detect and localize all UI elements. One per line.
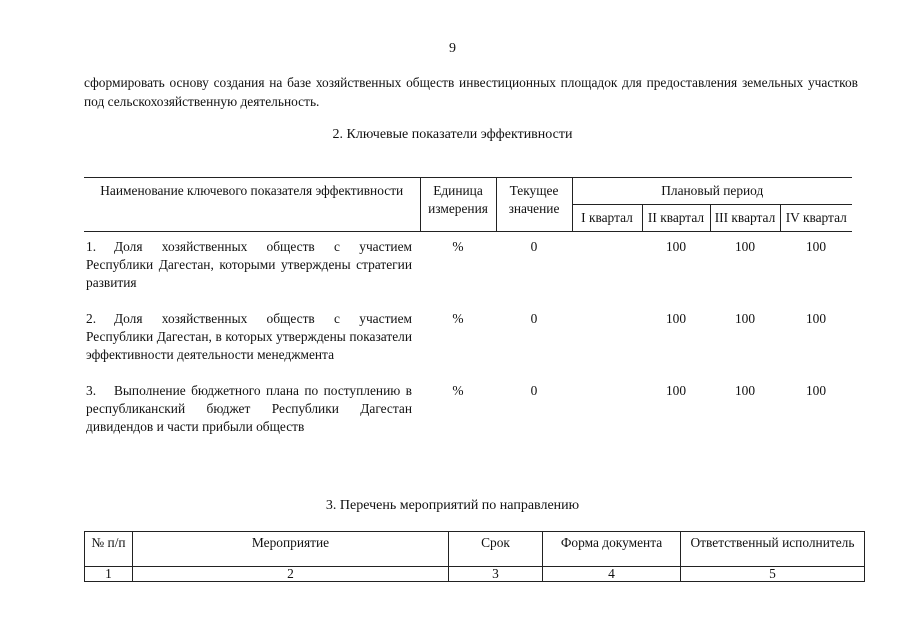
kpi-row-name: 1. Доля хозяйственных обществ с участием Республики Дагестан, которыми утверждены стратегии развития xyxy=(86,239,412,290)
kpi-row-unit: % xyxy=(452,383,464,398)
kpi-row-name: 2. Доля хозяйственных обществ с участием Республики Дагестан, в которых утверждены показатели эффективности деятельности менеджмента xyxy=(86,311,412,362)
kpi-row-q4: 100 xyxy=(805,383,827,398)
kpi-row-q2: 100 xyxy=(665,239,687,254)
kpi-header-name: Наименование ключевого показателя эффективности xyxy=(84,178,420,232)
page-number: 9 xyxy=(449,41,456,56)
kpi-row-q1 xyxy=(572,232,642,311)
kpi-row-number: 3. xyxy=(86,383,97,398)
kpi-row-current: 0 xyxy=(530,239,538,254)
kpi-row xyxy=(84,232,852,311)
events-header-event: Мероприятие xyxy=(133,532,449,567)
kpi-row-q1 xyxy=(572,382,642,454)
kpi-row-unit: % xyxy=(452,311,464,326)
kpi-row-q1 xyxy=(572,310,642,382)
kpi-table xyxy=(84,177,852,454)
kpi-header-unit: Единица измерения xyxy=(420,178,496,232)
kpi-row-q3: 100 xyxy=(734,311,756,326)
kpi-row-current: 0 xyxy=(530,383,538,398)
kpi-row-q2: 100 xyxy=(665,311,687,326)
events-col-number: 5 xyxy=(681,567,865,582)
section-2-title: 2. Ключевые показатели эффективности xyxy=(332,127,573,142)
events-col-number: 4 xyxy=(543,567,681,582)
events-header-num: № п/п xyxy=(85,532,133,567)
section-3-title: 3. Перечень мероприятий по направлению xyxy=(325,498,580,513)
kpi-row-q2: 100 xyxy=(665,383,687,398)
events-header-responsible: Ответственный исполнитель xyxy=(681,532,865,567)
kpi-row-number: 1. xyxy=(86,239,97,254)
events-numbering-row xyxy=(85,567,865,582)
kpi-row xyxy=(84,310,852,382)
kpi-row-number: 2. xyxy=(86,311,97,326)
kpi-row-q3: 100 xyxy=(734,239,756,254)
kpi-header-planned: Плановый период xyxy=(572,178,852,205)
kpi-row-q4: 100 xyxy=(805,311,827,326)
kpi-header-q3: III квартал xyxy=(710,205,780,232)
kpi-header-q1: I квартал xyxy=(572,205,642,232)
kpi-header-q4: IV квартал xyxy=(780,205,852,232)
events-header-term: Срок xyxy=(449,532,543,567)
kpi-row-q4: 100 xyxy=(805,239,827,254)
events-col-number: 2 xyxy=(133,567,449,582)
kpi-row-current: 0 xyxy=(530,311,538,326)
kpi-header-current: Текущее значение xyxy=(496,178,572,232)
events-table xyxy=(84,531,865,582)
events-col-number: 1 xyxy=(85,567,133,582)
events-header-doc-form: Форма документа xyxy=(543,532,681,567)
events-col-number: 3 xyxy=(449,567,543,582)
kpi-header-q2: II квартал xyxy=(642,205,710,232)
kpi-row xyxy=(84,382,852,454)
kpi-row-q3: 100 xyxy=(734,383,756,398)
kpi-row-unit: % xyxy=(452,239,464,254)
kpi-row-name: 3. Выполнение бюджетного плана по поступлению в республиканский бюджет Республики Дагестан дивидендов и части прибыли обществ xyxy=(86,383,412,434)
intro-paragraph: сформировать основу создания на базе хозяйственных обществ инвестиционных площадок для предоставления земельных участков под сельскохозяйственную деятельность. xyxy=(84,75,858,109)
